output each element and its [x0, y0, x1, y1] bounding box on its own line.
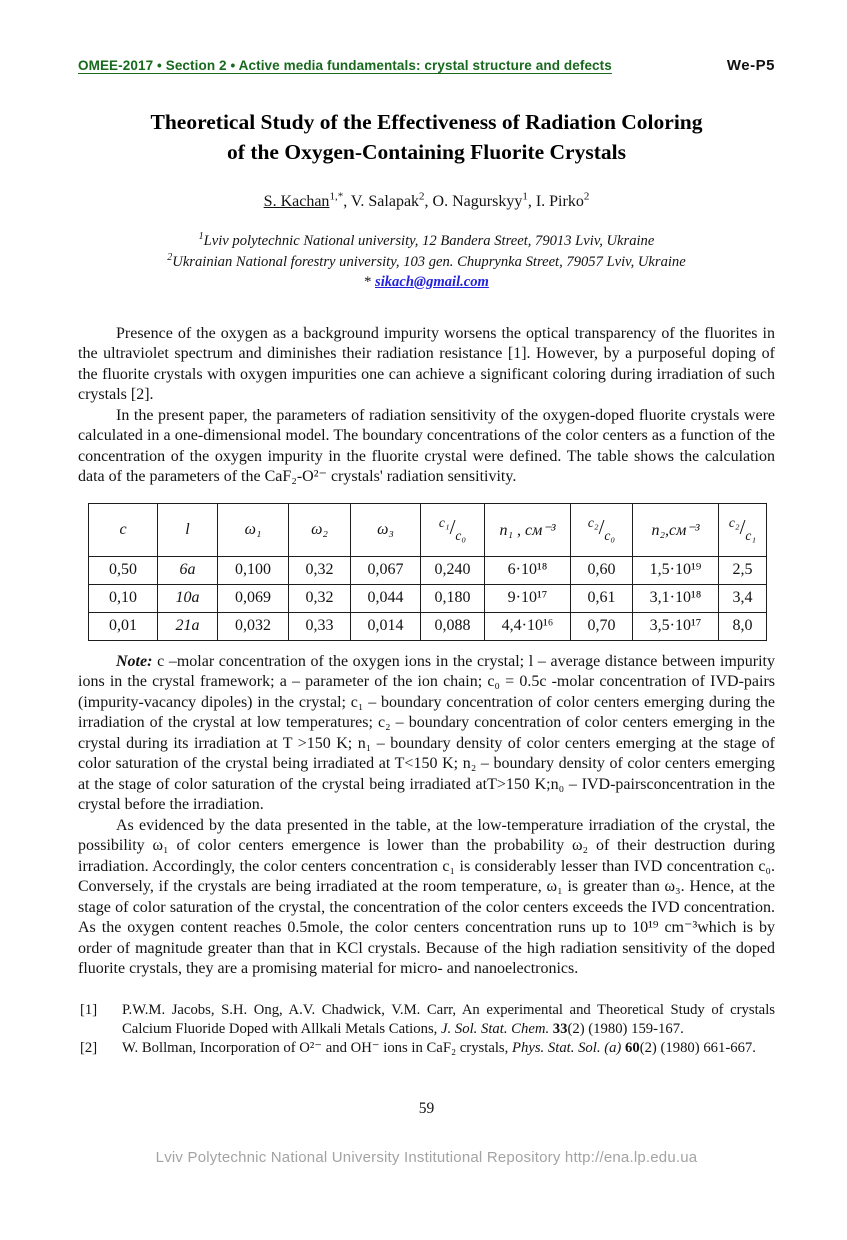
affiliation-1: $^1$Lviv polytechnic National university, 12 Bandera Street, 79013 Lviv, Ukraine — [198, 230, 655, 249]
col-n1: n₁ , см⁻³ — [485, 503, 571, 556]
page-header — [78, 0, 775, 74]
title-line-1: Theoretical Study of the Effectiveness of Radiation Coloring — [150, 110, 703, 134]
paper-title — [78, 108, 775, 167]
col-omega3: ω₃ — [351, 503, 421, 556]
author-4-affil-mark: 2 — [583, 190, 590, 203]
col-c: c — [89, 503, 158, 556]
conference-header: OMEE-2017 • Section 2 • Active media fundamentals: crystal structure and defects — [78, 58, 612, 73]
author-4: I. Pirko$^2$ — [535, 190, 590, 210]
affiliation-2: $^2$Ukrainian National forestry university, 103 gen. Chuprynka Street, 79057 Lviv, Ukraine — [167, 251, 686, 270]
reference-list — [78, 1001, 775, 1058]
note-text: c –molar concentration of the oxygen ions in the crystal; l – average distance between impurity ions in the crystal framework; a – parameter of the ion chain; c₀ = 0.5c -molar concentration of IVD-pairs (impurity-vacancy dipoles) in the crystal; c₁ – boundary concentration of color centers emerging during the irradiation of the crystal at low temperatures; c₂ – boundary concentration of color centers emerging in the crystal during its irradiation at T >150 K; n₁ – boundary density of color centers emerging at the stage of color saturation of the crystal being irradiated at T<150 K; n₂ – boundary density of color centers emerging at the stage of color saturation of the crystal being irradiated atT>150 K;n₀ – IVD-pairsconcentration in the crystal before the irradiation. — [78, 652, 776, 814]
col-omega1: ω₁ — [218, 503, 289, 556]
author-2: V. Salapak$^2$, — [350, 190, 433, 210]
col-c2-over-c1: $^{c_2}/_{c_1}$ — [719, 503, 767, 556]
col-omega2: ω₂ — [289, 503, 351, 556]
table-row: 0,10 10a 0,069 0,32 0,044 0,180 9·10¹⁷ 0,61 3,1·10¹⁸ 3,4 — [89, 584, 767, 612]
reference-1: [1] P.W.M. Jacobs, S.H. Ong, A.V. Chadwick, V.M. Carr, An experimental and Theoretical Study of crystals Calcium Fluoride Doped with Allkali Metals Cations, J. Sol. Stat. Chem. 33(2) (1980) 159-167. — [80, 1001, 775, 1037]
col-c2-over-c0: $^{c_2}/_{c_0}$ — [571, 503, 633, 556]
author-1-affil-mark: 1,* — [329, 190, 344, 203]
author-2-affil-mark: 2 — [419, 190, 425, 203]
email-asterisk: * — [364, 273, 372, 290]
email-link[interactable]: sikach@gmail.com — [375, 273, 489, 290]
col-n2: n₂,см⁻³ — [633, 503, 719, 556]
table-row: 0,50 6a 0,100 0,32 0,067 0,240 6·10¹⁸ 0,60 1,5·10¹⁹ 2,5 — [89, 556, 767, 584]
repository-footer: Lviv Polytechnic National University Institutional Repository http://ena.lp.edu.ua — [155, 1148, 698, 1166]
paragraph-intro: Presence of the oxygen as a background impurity worsens the optical transparency of the fluorites in the ultraviolet spectrum and diminishes their radiation resistance [1]. However, by a purposeful doping of the fluorite crystals with oxygen impurities one can achieve a significant coloring during irradiation of such crystals [2]. — [78, 324, 775, 404]
page-number: 59 — [418, 1099, 435, 1117]
author-list — [78, 190, 775, 210]
note-label: Note: — [116, 652, 153, 670]
col-l: l — [158, 503, 218, 556]
table-note — [78, 652, 775, 816]
author-3-affil-mark: 1 — [522, 190, 528, 203]
paper-code: We-P5 — [726, 57, 775, 74]
table-row: 0,01 21a 0,032 0,33 0,014 0,088 4,4·10¹⁶ 0,70 3,5·10¹⁷ 8,0 — [89, 612, 767, 640]
corresponding-email-line — [78, 274, 775, 291]
reference-2: [2] W. Bollman, Incorporation of O²⁻ and OH⁻ ions in CaF₂ crystals, Phys. Stat. Sol. (a) 60(2) (1980) 661-667. — [80, 1039, 756, 1056]
col-c1-over-c0: $^{c_1}/_{c_0}$ — [421, 503, 485, 556]
author-1: S. Kachan$^{1,*}$, — [263, 190, 351, 210]
paragraph-discussion: As evidenced by the data presented in the table, at the low-temperature irradiation of the crystal, the possibility ω₁ of color centers emergence is lower than the probability ω₂ of their destruction during irradiation. Accordingly, the color centers concentration c₁ is considerably lesser than IVD concentration c₀. Conversely, if the crystals are being irradiated at the room temperature, ω₁ is greater than ω₃. Hence, at the stage of color saturation of the crystal, the concentration of the color centers exceeds the IVD concentration. As the oxygen content reaches 0.5mole, the color centers concentration runs up to 10¹⁹ cm⁻³which is by order of magnitude greater than that in KCl crystals. Because of the high radiation sensitivity of the doped fluorite crystals, they are a promising material for micro- and nanoelectronics. — [78, 816, 775, 978]
author-3: O. Nagurskyy$^1$, — [432, 190, 536, 210]
table-header-row — [89, 503, 767, 556]
results-table — [88, 503, 767, 641]
affiliations — [78, 230, 775, 272]
paragraph-method: In the present paper, the parameters of radiation sensitivity of the oxygen-doped fluorite crystals were calculated in a one-dimensional model. The boundary concentrations of the color centers as a function of the concentration of the oxygen impurity in the fluorite crystal were defined. The table shows the calculation data of the parameters of the CaF₂-O²⁻ crystals' radiation sensitivity. — [78, 406, 775, 486]
title-line-2: of the Oxygen-Containing Fluorite Crystals — [227, 139, 626, 164]
